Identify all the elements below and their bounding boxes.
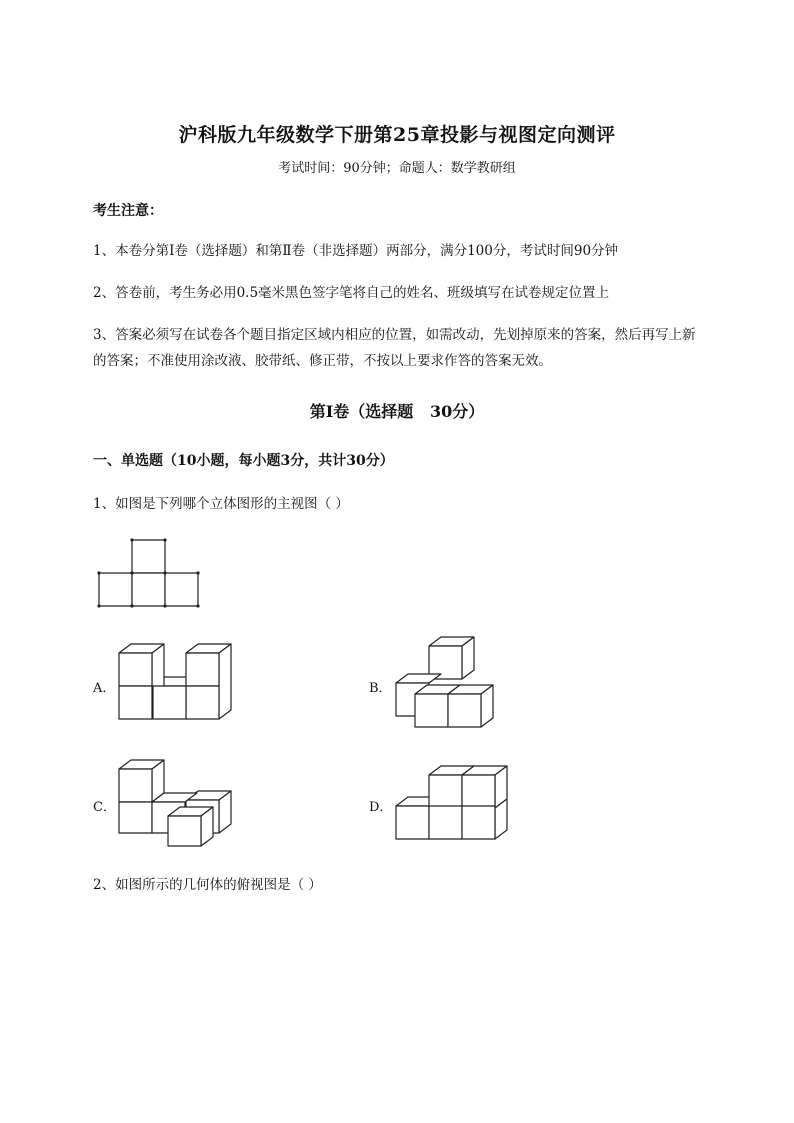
option-a-label[interactable]: A． (93, 681, 116, 696)
notice-heading: 考生注意： (93, 203, 163, 219)
notice-item-1: 1、本卷分第I卷（选择题）和第Ⅱ卷（非选择题）两部分，满分100分，考试时间90分钟 (93, 243, 619, 259)
exam-info: 考试时间：90分钟；命题人：数学教研组 (278, 161, 516, 176)
question-1-text: 1、如图是下列哪个立体图形的主视图（ ） (93, 496, 349, 512)
page-title: 沪科版九年级数学下册第25章投影与视图定向测评 (178, 124, 616, 146)
notice-item-3: 3、答案必须写在试卷各个题目指定区域内相应的位置，如需改动，先划掉原来的答案，然后再写上新的答案；不准使用涂改液、胶带纸、修正带，不按以上要求作答的答案无效。 (93, 327, 696, 369)
section-heading: 一、单选题（10小题，每小题3分，共计30分） (93, 453, 394, 469)
notice-item-2: 2、答卷前，考生务必用0.5毫米黑色签字笔将自己的姓名、班级填写在试卷规定位置上 (93, 285, 610, 301)
option-b-label[interactable]: B． (369, 681, 392, 696)
question-2-text: 2、如图所示的几何体的俯视图是（ ） (93, 877, 322, 893)
option-d-label[interactable]: D． (369, 800, 393, 815)
part-title: 第I卷（选择题 30分） (309, 402, 485, 421)
option-c-label[interactable]: C． (93, 800, 116, 815)
